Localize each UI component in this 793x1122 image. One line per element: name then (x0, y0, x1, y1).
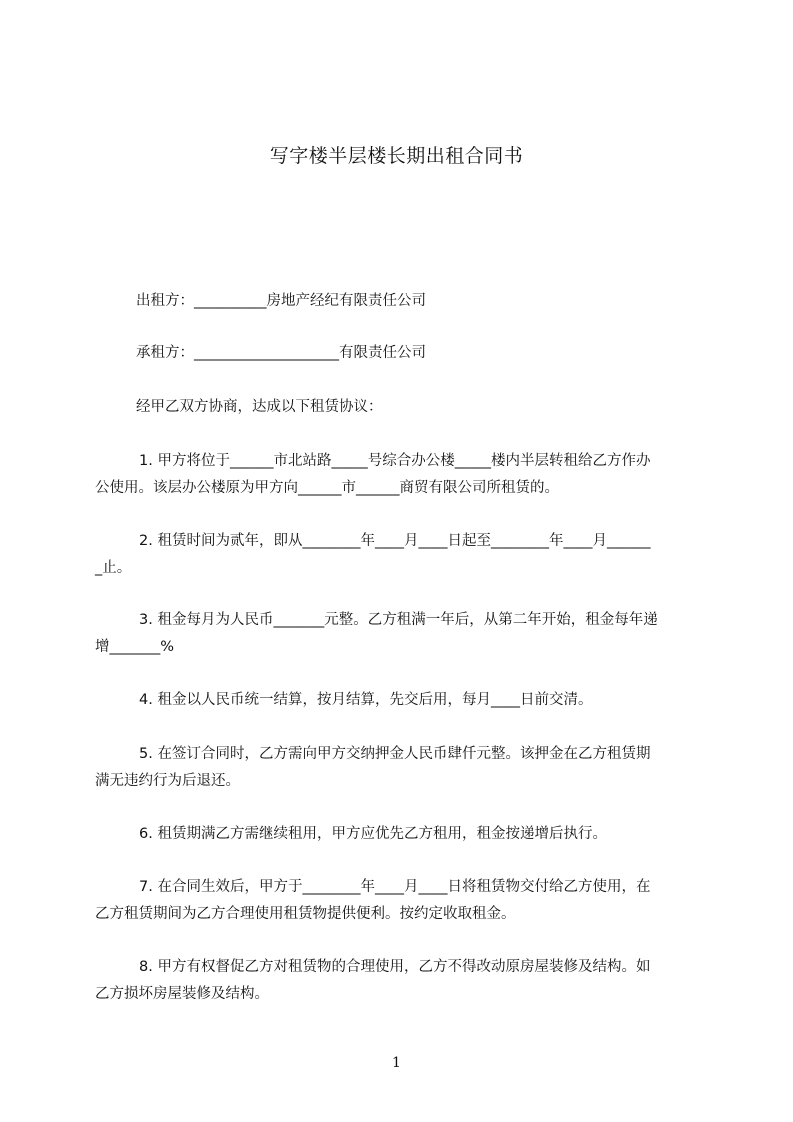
clause-4-line-1: 4. 租金以人民币统一结算，按月结算，先交后用，每月____日前交清。 (139, 692, 593, 708)
page-number: 1 (392, 1055, 401, 1071)
clause-8-line-2: 乙方损坏房屋装修及结构。 (95, 986, 269, 1002)
clause-1-line-1: 1. 甲方将位于______市北站路_____号综合办公楼_____楼内半层转租给乙方作办 (139, 453, 651, 469)
clause-2-line-1: 2. 租赁时间为贰年，即从________年____月____日起至________年____月______ (139, 533, 651, 549)
clause-8-line-1: 8. 甲方有权督促乙方对租赁物的合理使用，乙方不得改动原房屋装修及结构。如 (139, 959, 651, 975)
clause-5-line-1: 5. 在签订合同时，乙方需向甲方交纳押金人民币肆仟元整。该押金在乙方租赁期 (139, 746, 651, 762)
clause-7-line-2: 乙方租赁期间为乙方合理使用租赁物提供便利。按约定收取租金。 (95, 906, 516, 922)
clause-3-line-1: 3. 租金每月为人民币_______元整。乙方租满一年后，从第二年开始，租金每年递 (139, 612, 658, 628)
clause-3-line-2: 增_______% (95, 639, 175, 655)
clause-5-line-2: 满无违约行为后退还。 (95, 773, 240, 789)
preamble-line: 经甲乙双方协商，达成以下租赁协议： (136, 399, 383, 415)
clause-6-line-1: 6. 租赁期满乙方需继续租用，甲方应优先乙方租用，租金按递增后执行。 (139, 826, 607, 842)
clause-2-line-2: _止。 (95, 560, 132, 576)
lessor-line: 出租方：__________房地产经纪有限责任公司 (136, 293, 426, 309)
lessee-line: 承租方：____________________有限责任公司 (136, 345, 426, 361)
clause-7-line-1: 7. 在合同生效后，甲方于________年____月____日将租赁物交付给乙方使用，在 (139, 879, 651, 895)
document-title: 写字楼半层楼长期出租合同书 (269, 145, 524, 167)
clause-1-line-2: 公使用。该层办公楼原为甲方向______市______商贸有限公司所租赁的。 (95, 480, 559, 496)
